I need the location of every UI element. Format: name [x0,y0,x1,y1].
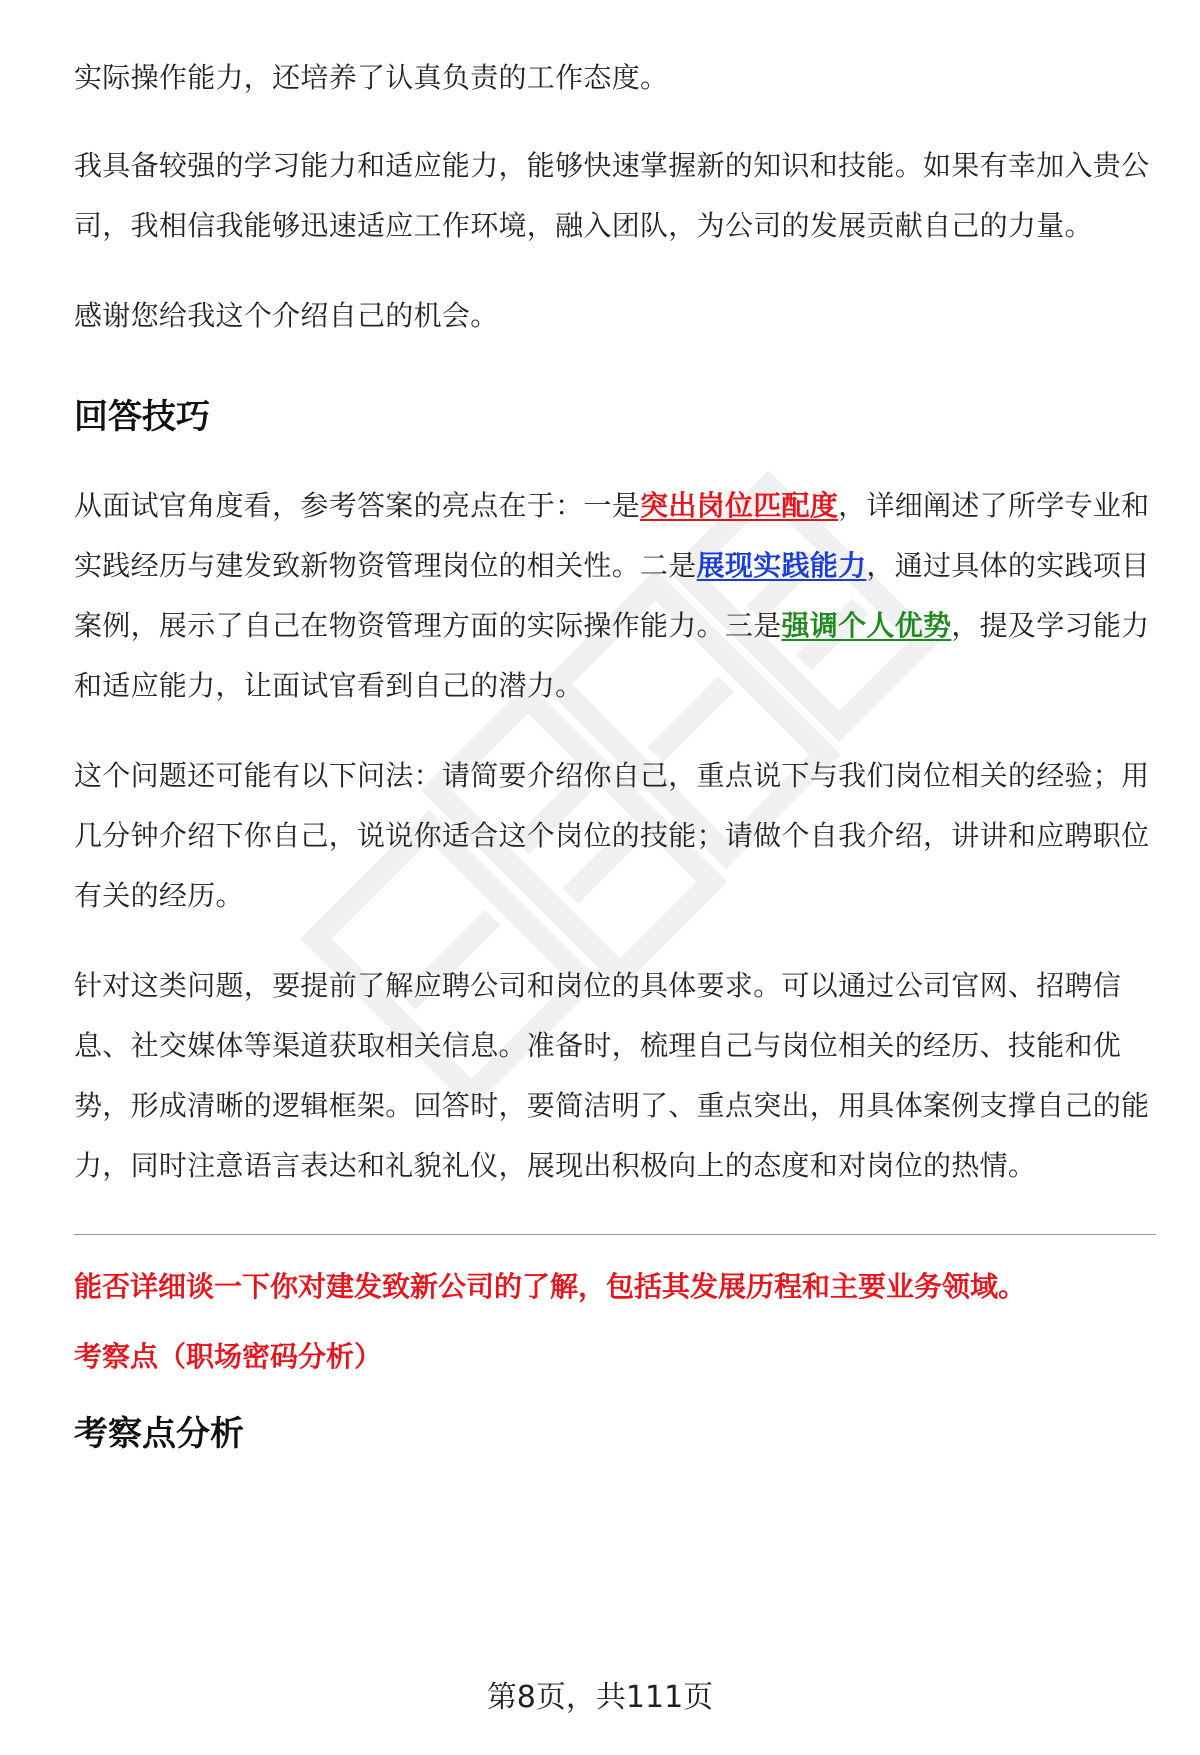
paragraph-highlights [74,476,1154,716]
highlight-practical-ability: 展现实践能力 [696,549,867,582]
paragraph-preparation: 针对这类问题，要提前了解应聘公司和岗位的具体要求。可以通过公司官网、招聘信息、社交媒体等渠道获取相关信息。准备时，梳理自己与岗位相关的经历、技能和优势，形成清晰的逻辑框架。回答时，要简洁明了、重点突出，用具体案例支撑自己的能力，同时注意语言表达和礼貌礼仪，展现出积极向上的态度和对岗位的热情。 [74,969,1150,1182]
paragraph-thanks: 感谢您给我这个介绍自己的机会。 [74,299,499,332]
highlight-position-match: 突出岗位匹配度 [640,489,839,522]
highlights-text-2: ，详细阐述了所学专业和实践经历与建发致新物资管理岗位的相关性。二是 [74,489,1150,582]
highlights-text-1: 从面试官角度看，参考答案的亮点在于：一是 [74,489,641,522]
next-question-title: 能否详细谈一下你对建发致新公司的了解，包括其发展历程和主要业务领域。 [74,1270,1027,1303]
highlights-text-4: ，提及学习能力和适应能力，让面试官看到自己的潜力。 [74,609,1150,702]
next-question-sub-label: 考察点（职场密码分析） [74,1340,383,1373]
heading-answer-tips: 回答技巧 [74,397,210,437]
highlights-text-3: ，通过具体的实践项目案例，展示了自己在物资管理方面的实际操作能力。三是 [74,549,1150,642]
highlight-personal-advantage: 强调个人优势 [781,609,952,642]
paragraph-abilities: 我具备较强的学习能力和适应能力，能够快速掌握新的知识和技能。如果有幸加入贵公司，我相信我能够迅速适应工作环境，融入团队，为公司的发展贡献自己的力量。 [74,149,1150,242]
page-number-footer: 第8页，共111页 [486,1680,714,1715]
heading-analysis: 考察点分析 [74,1414,244,1454]
section-divider [74,1234,1156,1235]
paragraph-intro-end: 实际操作能力，还培养了认真负责的工作态度。 [74,61,669,94]
paragraph-alt-questions: 这个问题还可能有以下问法：请简要介绍你自己，重点说下与我们岗位相关的经验；用几分钟介绍下你自己，说说你适合这个岗位的技能；请做个自我介绍，讲讲和应聘职位有关的经历。 [74,759,1150,912]
main-content [74,48,1154,1459]
